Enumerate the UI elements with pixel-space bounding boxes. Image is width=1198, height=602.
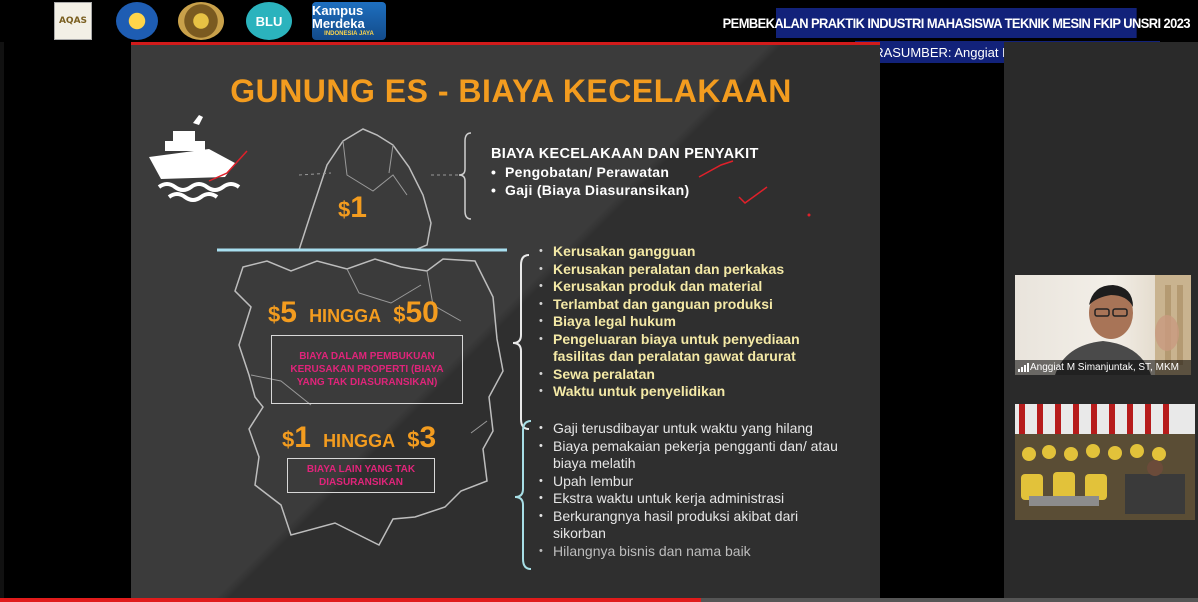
cost-bottom-value-b: 3 <box>419 421 437 454</box>
cost-bottom-value-a: 1 <box>294 421 311 454</box>
list-item: • Ekstra waktu untuk kerja administrasi <box>539 490 843 508</box>
kampus-merdeka-text: Kampus Merdeka <box>312 3 365 31</box>
section-a-list <box>491 164 689 199</box>
cost-bottom-prefix-a: $ <box>282 427 295 452</box>
audience-video-tile[interactable] <box>1015 404 1195 520</box>
iceberg-tip-outline <box>299 129 431 250</box>
ship-icon <box>149 115 239 200</box>
signal-bars-icon <box>1018 363 1028 372</box>
cost-tip-label <box>338 191 367 225</box>
cost-middle-value-a: 5 <box>280 296 297 329</box>
cost-middle-value-b: 50 <box>405 296 439 329</box>
list-item: • Gaji terusdibayar untuk waktu yang hilang <box>539 420 843 438</box>
speaker-banner: NARASUMBER: Anggiat <box>855 41 1160 63</box>
event-title-banner: PEMBEKALAN PRAKTIK INDUSTRI MAHASISWA TEKNIK MESIN FKIP UNSRI 2023 <box>776 8 1137 38</box>
unsri-seal-logo <box>178 2 224 40</box>
list-item: • Hilangnya bisnis dan nama baik <box>539 543 843 561</box>
tut-wuri-handayani-logo <box>116 2 158 40</box>
list-item: • Pengeluaran biaya untuk penyediaan fasilitas dan peralatan gawat darurat <box>539 331 813 366</box>
slide-title: GUNUNG ES - BIAYA KECELAKAAN <box>230 73 792 109</box>
list-item: • Kerusakan gangguan <box>539 243 813 261</box>
left-edge <box>0 42 4 598</box>
cost-middle-word: HINGGA <box>309 306 382 326</box>
speaker-name: Anggiat M Simanjuntak, ST, MKM <box>1030 362 1179 373</box>
presentation-slide <box>131 45 880 598</box>
top-bar <box>0 0 1198 42</box>
brace-c <box>515 421 531 569</box>
red-check-2 <box>699 161 733 177</box>
speaker-video-tile[interactable] <box>1015 275 1191 375</box>
list-item: • Kerusakan peralatan dan perkakas <box>539 261 813 279</box>
blu-logo <box>246 2 292 40</box>
audience-image <box>1015 404 1195 520</box>
kampus-merdeka-subtext: INDONESIA JAYA <box>324 31 374 37</box>
cost-bottom-label <box>282 421 436 455</box>
cost-tip-value: 1 <box>350 191 367 224</box>
cost-middle-prefix-b: $ <box>393 302 406 327</box>
video-progress-bar[interactable] <box>0 598 1198 602</box>
list-item: • Pengobatan/ Perawatan <box>491 164 689 182</box>
cost-middle-label <box>268 296 439 330</box>
list-item: • Berkurangnya hasil produksi akibat dari sikorban <box>539 508 833 543</box>
cost-bottom-note: BIAYA LAIN YANG TAK DIASURANSIKAN <box>287 458 435 493</box>
speaker-name-caption <box>1015 360 1191 375</box>
list-item: • Biaya legal hukum <box>539 313 813 331</box>
list-item: • Gaji (Biaya Diasuransikan) <box>491 182 689 200</box>
cost-bottom-prefix-b: $ <box>407 427 420 452</box>
brace-b <box>513 255 529 429</box>
brace-a <box>459 133 471 219</box>
cost-bottom-word: HINGGA <box>323 431 396 451</box>
kampus-merdeka-logo <box>312 2 386 40</box>
list-item: • Biaya pemakaian pekerja pengganti dan/ atau biaya melatih <box>539 438 843 473</box>
red-check-3 <box>739 187 767 203</box>
cost-tip-prefix: $ <box>338 197 351 222</box>
video-progress-fill <box>0 598 701 602</box>
cost-middle-note: BIAYA DALAM PEMBUKUAN KERUSAKAN PROPERTI (BIAYA YANG TAK DIASURANSIKAN) <box>271 335 463 404</box>
blu-logo-text: BLU <box>255 13 283 29</box>
section-c-list <box>539 420 843 560</box>
section-a-heading: BIAYA KECELAKAAN DAN PENYAKIT <box>491 146 759 162</box>
list-item: • Terlambat dan ganguan produksi <box>539 296 813 314</box>
list-item: • Kerusakan produk dan material <box>539 278 813 296</box>
aqas-logo: AQAS <box>54 2 92 40</box>
list-item: • Upah lembur <box>539 473 843 491</box>
list-item: • Sewa peralatan <box>539 366 813 384</box>
section-b-list <box>539 243 813 401</box>
cost-middle-prefix-a: $ <box>268 302 281 327</box>
list-item: • Waktu untuk penyelidikan <box>539 383 813 401</box>
